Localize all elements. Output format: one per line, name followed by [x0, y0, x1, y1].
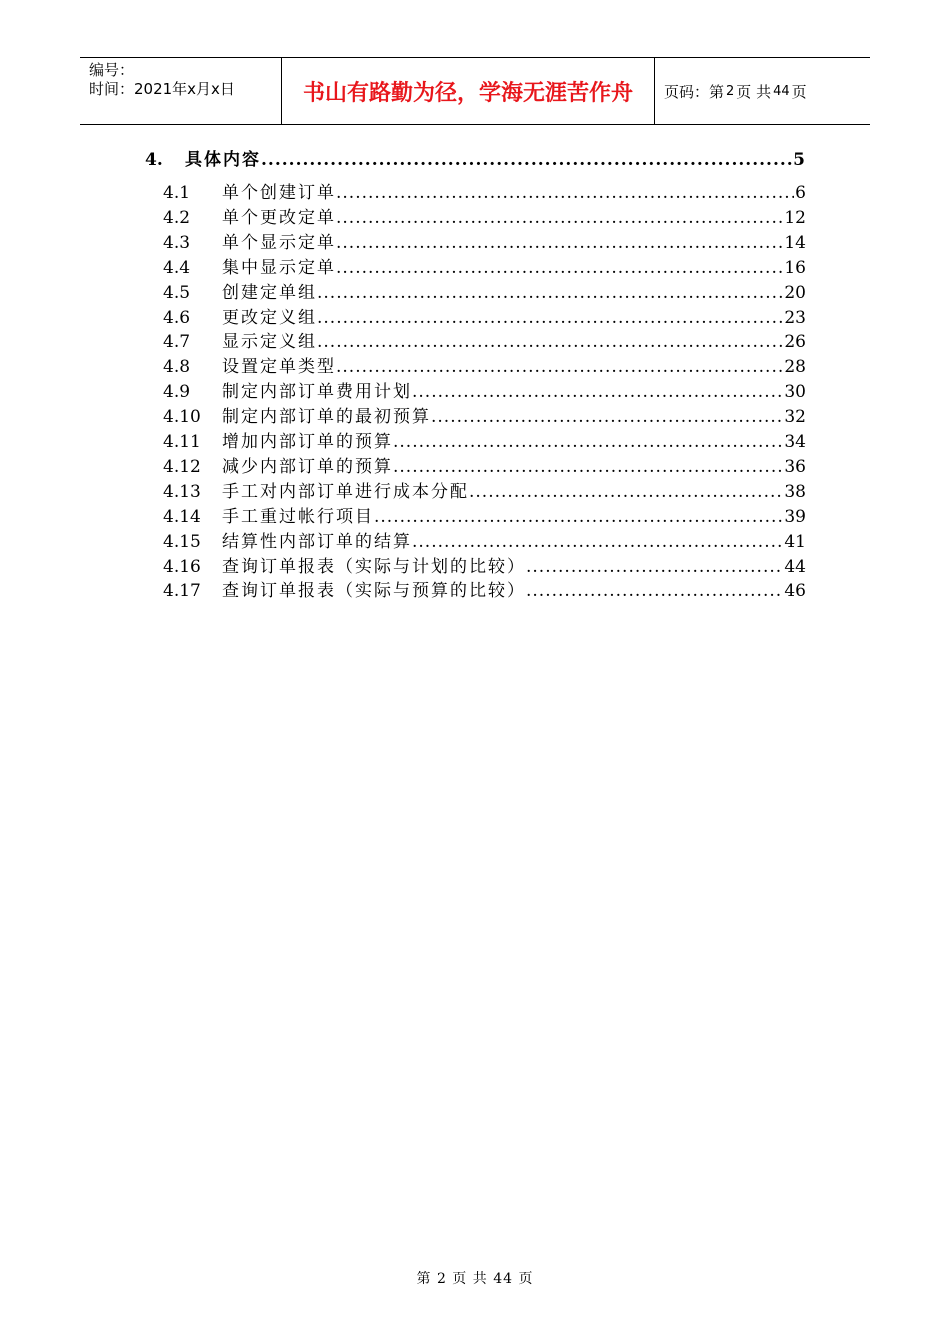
toc-entry-page: 36: [784, 456, 806, 477]
toc-entry-number: 4.9: [163, 382, 191, 403]
toc-entry-number: 4.7: [163, 332, 191, 353]
toc-leader-dots: [317, 332, 783, 352]
toc-entry-number: 4.11: [163, 432, 201, 452]
page-footer: 第 2 页 共 44 页: [416, 1271, 534, 1287]
toc-entry[interactable]: [163, 283, 806, 303]
header-motto: 书山有路勤为径，学海无涯苦作舟: [281, 58, 655, 124]
toc-entry[interactable]: [163, 407, 806, 427]
toc-entry-number: 4.2: [163, 207, 191, 228]
toc-entry-number: 4.17: [163, 581, 201, 602]
toc-leader-dots: [412, 532, 783, 552]
toc-entry-number: 4.12: [163, 456, 201, 477]
toc-entry[interactable]: [163, 258, 806, 278]
toc-entry-title: 增加内部订单的预算: [222, 432, 393, 452]
toc-entry-page: 39: [784, 506, 806, 527]
header-id-label: 编号：: [89, 61, 135, 79]
toc-entry-number: 4.16: [163, 556, 201, 577]
toc-entry-title: 单个创建订单: [222, 183, 336, 203]
toc-entry-number: 4.6: [163, 307, 191, 328]
toc-entry-page: 26: [784, 332, 806, 353]
toc-entry[interactable]: [163, 382, 806, 402]
toc-entry[interactable]: [163, 308, 806, 328]
toc-leader-dots: [431, 407, 783, 427]
toc-leader-dots: [261, 150, 792, 170]
toc-entry-number: 4.5: [163, 282, 191, 303]
toc-entry-title: 手工重过帐行项目: [222, 506, 374, 527]
toc-entry-number: 4.1: [163, 183, 191, 203]
toc-entry-number: 4.15: [163, 531, 201, 552]
toc-entry[interactable]: [163, 432, 806, 452]
toc-leader-dots: [526, 557, 783, 577]
page-header: [80, 57, 870, 125]
toc-entry[interactable]: [163, 482, 806, 502]
toc-entry-title: 更改定义组: [222, 307, 317, 328]
toc-entry-page: 14: [784, 232, 806, 253]
toc-entry-title: 集中显示定单: [222, 257, 336, 278]
toc-entry-title: 制定内部订单的最初预算: [222, 407, 431, 428]
toc-entry-page: 41: [784, 531, 806, 552]
toc-entry-number: 4.13: [163, 481, 201, 502]
toc-entry-title: 查询订单报表（实际与预算的比较）: [222, 581, 526, 602]
toc-entry-number: 4.4: [163, 257, 191, 278]
toc-entry-title: 查询订单报表（实际与计划的比较）: [222, 556, 526, 577]
toc-entry-number: 4.10: [163, 407, 201, 428]
toc-entry[interactable]: [163, 208, 806, 228]
toc-leader-dots: [336, 208, 783, 228]
toc-entry-page: 6: [795, 183, 806, 203]
toc-leader-dots: [393, 457, 783, 477]
header-meta: [80, 58, 281, 124]
toc-leader-dots: [526, 581, 783, 601]
toc-entry-number: 4.8: [163, 357, 191, 378]
header-time-label: 时间：2021年x月x日: [89, 80, 235, 98]
toc-entry-page: 28: [784, 357, 806, 378]
toc-leader-dots: [336, 258, 783, 278]
toc-leader-dots: [317, 283, 783, 303]
toc-entry-page: 30: [784, 382, 806, 403]
toc-entry[interactable]: [163, 507, 806, 527]
toc-leader-dots: [336, 357, 783, 377]
toc-entry[interactable]: [163, 581, 806, 601]
toc-entry-page: 16: [784, 257, 806, 278]
toc-entry-page: 46: [784, 581, 806, 602]
toc-entry-title: 减少内部订单的预算: [222, 456, 393, 477]
toc-entry-number: 4.: [145, 150, 163, 170]
toc-entry-title: 创建定单组: [222, 282, 317, 303]
toc-entry-title: 结算性内部订单的结算: [222, 531, 412, 552]
header-page-mid: 页 共: [736, 82, 772, 101]
toc-leader-dots: [336, 183, 794, 203]
toc-entry-page: 32: [784, 407, 806, 428]
toc-entry-title: 设置定单类型: [222, 357, 336, 378]
toc-entry[interactable]: [163, 357, 806, 377]
toc-entry[interactable]: [163, 233, 806, 253]
header-page-total: 44: [773, 83, 790, 99]
toc-leader-dots: [393, 432, 783, 452]
toc-leader-dots: [336, 233, 783, 253]
toc-leader-dots: [374, 507, 783, 527]
toc-entry-page: 12: [784, 207, 806, 228]
toc-leader-dots: [412, 382, 783, 402]
toc-leader-dots: [469, 482, 783, 502]
toc-entry-number: 4.14: [163, 506, 201, 527]
toc-entry-title: 显示定义组: [222, 332, 317, 353]
toc-entry-page: 20: [784, 282, 806, 303]
header-page-num: 2: [726, 83, 735, 99]
toc-entry-main[interactable]: [145, 150, 805, 170]
toc-leader-dots: [317, 308, 783, 328]
toc-entry-title: 手工对内部订单进行成本分配: [222, 481, 469, 502]
toc-entry-page: 44: [784, 556, 806, 577]
toc-entry[interactable]: [163, 557, 806, 577]
toc-entry[interactable]: [163, 532, 806, 552]
header-page-end: 页: [791, 82, 807, 101]
toc-entry-title: 单个显示定单: [222, 232, 336, 253]
header-page-label: 页码：第: [664, 82, 725, 101]
toc-entry-number: 4.3: [163, 232, 191, 253]
toc-entry[interactable]: [163, 332, 806, 352]
toc-entry[interactable]: [163, 183, 806, 203]
toc-entry-page: 38: [784, 481, 806, 502]
toc-entry[interactable]: [163, 457, 806, 477]
toc-entry-title: 制定内部订单费用计划: [222, 382, 412, 403]
toc-entry-title: 单个更改定单: [222, 207, 336, 228]
toc-entry-page: 5: [793, 150, 805, 170]
toc-entry-page: 23: [784, 307, 806, 328]
toc-entry-page: 34: [784, 432, 806, 452]
toc-entry-title: 具体内容: [185, 150, 261, 170]
header-page-info: [655, 58, 870, 124]
